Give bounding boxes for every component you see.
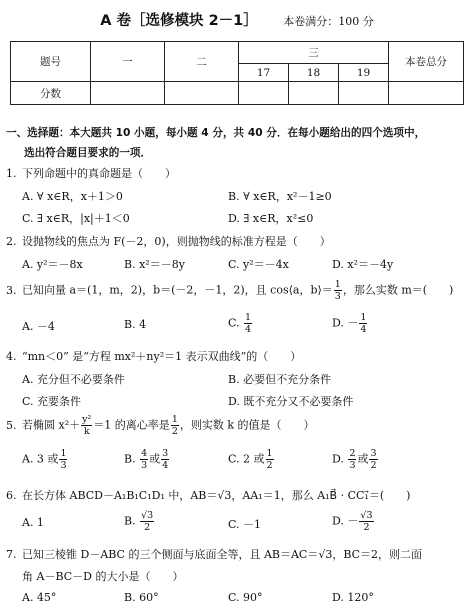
score-label: 分数 bbox=[11, 82, 91, 105]
question-text-mid: ＝1 的离心率是 bbox=[93, 418, 170, 432]
score-cell[interactable] bbox=[339, 82, 389, 105]
option-d: D. － $\frac{√3}{2}$ bbox=[332, 510, 373, 533]
option-c: C. y²＝－4x bbox=[228, 258, 289, 271]
option-b: B. 4 bbox=[124, 318, 147, 331]
question-number: 4. bbox=[6, 350, 17, 363]
score-cell[interactable] bbox=[91, 82, 165, 105]
option-d: D. 120° bbox=[332, 591, 374, 604]
question-text: 已知向量 a＝(1，m，2)，b＝(－2，－1，2)，且 cos⟨a，b⟩＝ bbox=[22, 283, 333, 297]
fraction: $\frac{1}{3}$ bbox=[334, 279, 341, 302]
option-c: C. $\frac{1}{4}$ bbox=[228, 312, 252, 335]
section-title: A 卷［选修模块 2－1］ bbox=[100, 13, 258, 29]
option-a: A. y²＝－8x bbox=[22, 258, 83, 271]
option-c: C. 2 或 $\frac{1}{2}$ bbox=[228, 448, 273, 471]
question-number: 2. bbox=[6, 235, 17, 248]
header-q19: 19 bbox=[339, 64, 389, 82]
question-7-line2: 角 A－BC－D 的大小是（ ） bbox=[22, 570, 184, 583]
option-d: D. 既不充分又不必要条件 bbox=[228, 395, 354, 408]
question-number: 6. bbox=[6, 489, 17, 502]
option-a: A. 充分但不必要条件 bbox=[22, 373, 125, 386]
option-a: A. ∀ x∈R，x＋1＞0 bbox=[22, 190, 123, 203]
question-2 bbox=[6, 233, 468, 249]
option-d: D. ∃ x∈R，x²≤0 bbox=[228, 212, 314, 225]
score-cell[interactable] bbox=[239, 82, 289, 105]
question-number: 1. bbox=[6, 167, 17, 180]
option-c: C. 充要条件 bbox=[22, 395, 82, 408]
option-d: D. $\frac{2}{3}$ 或 $\frac{3}{2}$ bbox=[332, 448, 377, 471]
question-5 bbox=[6, 414, 468, 437]
question-4 bbox=[6, 348, 468, 364]
option-a: A. 3 或 $\frac{1}{3}$ bbox=[22, 448, 67, 471]
section-line1: 一、选择题：本大题共 10 小题，每小题 4 分，共 40 分．在每小题给出的四个选项中， bbox=[6, 127, 426, 139]
header-label: 题号 bbox=[11, 42, 91, 82]
fraction: $\frac{1}{2}$ bbox=[171, 414, 178, 437]
question-text: 若椭圆 x²＋ bbox=[22, 418, 81, 432]
section-line2: 选出符合题目要求的一项． bbox=[24, 147, 152, 159]
fraction: $\frac{\text{y²}}{k}$ bbox=[82, 414, 92, 437]
header-q18: 18 bbox=[289, 64, 339, 82]
question-text: 已知三棱锥 D－ABC 的三个侧面与底面全等，且 AB＝AC＝√3，BC＝2，则二面 bbox=[22, 548, 423, 561]
score-cell[interactable] bbox=[389, 82, 464, 105]
option-a: A. 1 bbox=[22, 516, 44, 529]
paper-title bbox=[0, 9, 474, 30]
option-b: B. 60° bbox=[124, 591, 159, 604]
question-text: 在长方体 ABCD－A₁B₁C₁D₁ 中，AB＝√3，AA₁＝1，那么 A₁B⃗ · CC₁⃗＝( ) bbox=[22, 489, 411, 502]
option-d: D. x²＝－4y bbox=[332, 258, 394, 271]
option-c: C. －1 bbox=[228, 518, 262, 531]
header-part2: 二 bbox=[165, 42, 239, 82]
option-b: B. ∀ x∈R，x²－1≥0 bbox=[228, 190, 332, 203]
question-text-tail: ，那么实数 m＝( ) bbox=[342, 283, 454, 297]
option-d: D. － $\frac{1}{4}$ bbox=[332, 312, 367, 335]
option-c: C. 90° bbox=[228, 591, 263, 604]
question-text: 下列命题中的真命题是（ ） bbox=[22, 167, 176, 180]
score-cell[interactable] bbox=[289, 82, 339, 105]
question-6 bbox=[6, 487, 468, 503]
header-part3: 三 bbox=[239, 42, 389, 64]
header-total: 本卷总分 bbox=[389, 42, 464, 82]
question-3 bbox=[6, 279, 468, 302]
question-number: 3. bbox=[6, 283, 17, 297]
option-c: C. ∃ x∈R，|x|＋1＜0 bbox=[22, 212, 130, 225]
question-7 bbox=[6, 546, 468, 562]
question-text-tail: ，则实数 k 的值是（ ） bbox=[179, 418, 315, 432]
option-a: A. －4 bbox=[22, 320, 55, 333]
question-1 bbox=[6, 165, 468, 181]
question-number: 7. bbox=[6, 548, 17, 561]
option-b: B. 必要但不充分条件 bbox=[228, 373, 332, 386]
question-text: 设抛物线的焦点为 F(－2，0)，则抛物线的标准方程是（ ） bbox=[22, 235, 331, 248]
question-number: 5. bbox=[6, 418, 17, 432]
header-part1: 一 bbox=[91, 42, 165, 82]
score-table bbox=[10, 41, 464, 105]
option-a: A. 45° bbox=[22, 591, 57, 604]
option-b: B. $\frac{4}{3}$ 或 $\frac{3}{4}$ bbox=[124, 448, 169, 471]
full-score: 本卷满分：100 分 bbox=[283, 15, 374, 28]
score-cell[interactable] bbox=[165, 82, 239, 105]
option-b: B. x²＝－8y bbox=[124, 258, 185, 271]
header-q17: 17 bbox=[239, 64, 289, 82]
question-text: “mn＜0” 是“方程 mx²＋ny²＝1 表示双曲线”的（ ） bbox=[22, 350, 302, 363]
option-b: B. $\frac{√3}{2}$ bbox=[124, 510, 154, 533]
section-instructions bbox=[6, 123, 468, 163]
